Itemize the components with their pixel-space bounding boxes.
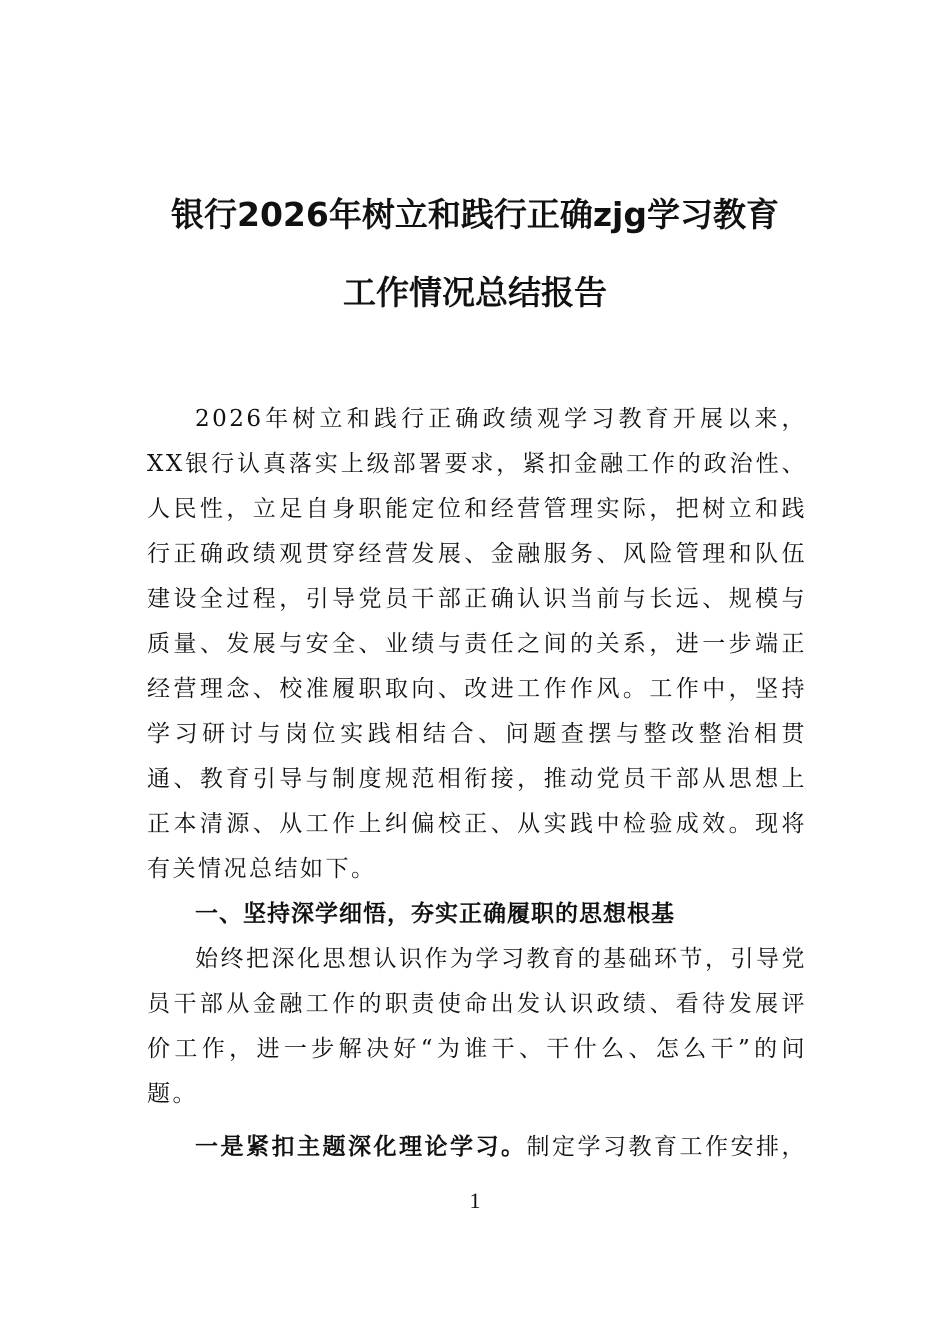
page-number: 1 [469,1188,481,1213]
item-1-paragraph [147,1125,807,1170]
section-1-paragraph: 始终把深化思想认识作为学习教育的基础环节，引导党员干部从金融工作的职责使命出发认识政绩、看待发展评价工作，进一步解决好“为谁干、干什么、怎么干”的问题。 [147,946,807,1107]
title-line-2: 工作情况总结报告 [343,273,607,312]
intro-paragraph: 2026年树立和践行正确政绩观学习教育开展以来，XX银行认真落实上级部署要求，紧扣金融工作的政治性、人民性，立足自身职能定位和经营管理实际，把树立和践行正确政绩观贯穿经营发展、金融服务、风险管理和队伍建设全过程，引导党员干部正确认识当前与长远、规模与质量、发展与安全、业绩与责任之间的关系，进一步端正经营理念、校准履职取向、改进工作作风。工作中，坚持学习研讨与岗位实践相结合、问题查摆与整改整治相贯通、教育引导与制度规范相衔接，推动党员干部从思想上正本清源、从工作上纠偏校正、从实践中检验成效。现将有关情况总结如下。 [147,406,807,882]
section-1-heading: 一、坚持深学细悟，夯实正确履职的思想根基 [195,901,675,927]
document-title [120,176,830,332]
item-1-text: 制定学习教育工作安排， [526,1134,807,1160]
title-line-1: 银行2026年树立和践行正确zjg学习教育 [171,195,779,234]
document-body [147,397,807,1170]
item-1-lead: 一是紧扣主题深化理论学习。 [195,1134,527,1160]
